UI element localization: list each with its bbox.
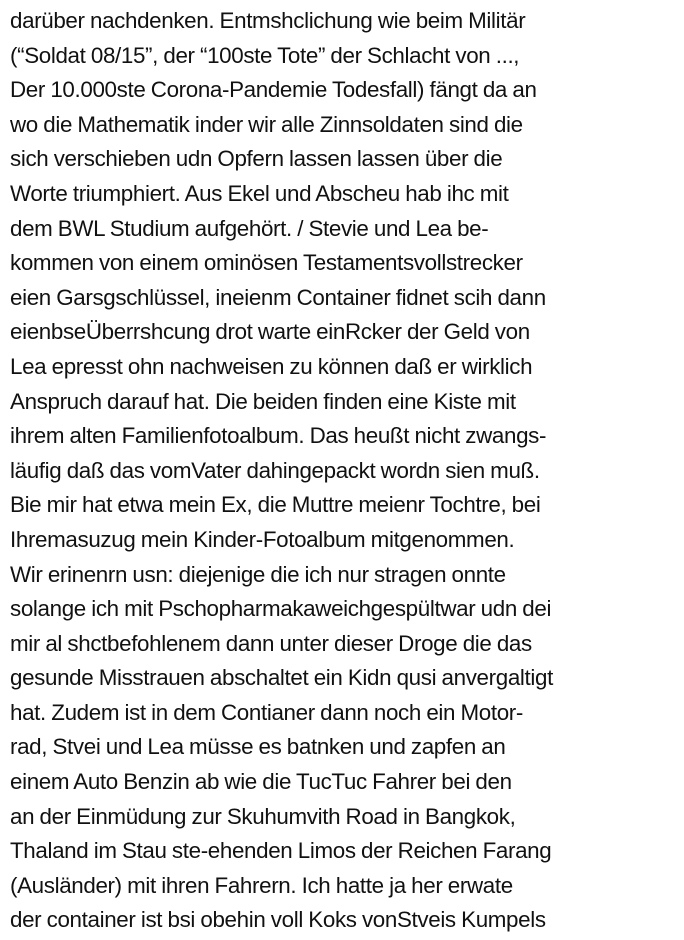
text-line: Anspruch darauf hat. Die beiden finden eine Kiste mit — [10, 388, 516, 414]
text-line: gesunde Misstrauen abschaltet ein Kidn qusi anvergaltigt — [10, 665, 553, 691]
text-line: (“Soldat 08/15”, der “100ste Tote” der Schlacht von ..., — [10, 42, 520, 68]
text-line: Bie mir hat etwa mein Ex, die Muttre meienr Tochtre, bei — [10, 492, 541, 518]
text-line: wo die Mathematik inder wir alle Zinnsoldaten sind die — [10, 111, 523, 137]
text-line: sich verschieben udn Opfern lassen lassen über die — [10, 146, 503, 172]
text-line: Lea epresst ohn nachweisen zu können daß er wirklich — [10, 353, 533, 379]
text-line: Der 10.000ste Corona-Pandemie Todesfall) fängt da an — [10, 77, 537, 103]
text-line: der container ist bsi obehin voll Koks vonStveis Kumpels — [10, 907, 546, 933]
text-line: dem BWL Studium aufgehört. / Stevie und Lea be- — [10, 215, 489, 241]
text-line: hat. Zudem ist in dem Contianer dann noch ein Motor- — [10, 699, 523, 725]
text-line: rad, Stvei und Lea müsse es batnken und zapfen an — [10, 734, 506, 760]
text-line: kommen von einem ominösen Testamentsvollstrecker — [10, 250, 523, 276]
text-line: solange ich mit Pschopharmakaweichgespültwar udn dei — [10, 596, 552, 622]
text-line: an der Einmüdung zur Skuhumvith Road in Bangkok, — [10, 803, 516, 829]
text-line: läufig daß das vomVater dahingepackt wordn sien muß. — [10, 457, 540, 483]
text-line: eienbseÜberrshcung drot warte einRcker der Geld von — [10, 319, 530, 345]
text-line: Wir erinenrn usn: diejenige die ich nur stragen onnte — [10, 561, 506, 587]
text-line: Thaland im Stau ste-ehenden Limos der Reichen Farang — [10, 838, 552, 864]
text-line: darüber nachdenken. Entmshclichung wie beim Militär — [10, 8, 526, 33]
body-text — [10, 4, 684, 938]
text-line: Ihremasuzug mein Kinder-Fotoalbum mitgenommen. — [10, 526, 515, 552]
text-line: einem Auto Benzin ab wie die TucTuc Fahrer bei den — [10, 769, 512, 795]
text-line: Worte triumphiert. Aus Ekel und Abscheu hab ihc mit — [10, 180, 509, 206]
text-line: mir al shctbefohlenem dann unter dieser Droge die das — [10, 630, 532, 656]
text-line: eien Garsgschlüssel, ineienm Container fidnet scih dann — [10, 284, 546, 310]
text-line: ihrem alten Familienfotoalbum. Das heußt nicht zwangs- — [10, 423, 547, 449]
text-line: (Ausländer) mit ihren Fahrern. Ich hatte ja her erwate — [10, 872, 513, 898]
